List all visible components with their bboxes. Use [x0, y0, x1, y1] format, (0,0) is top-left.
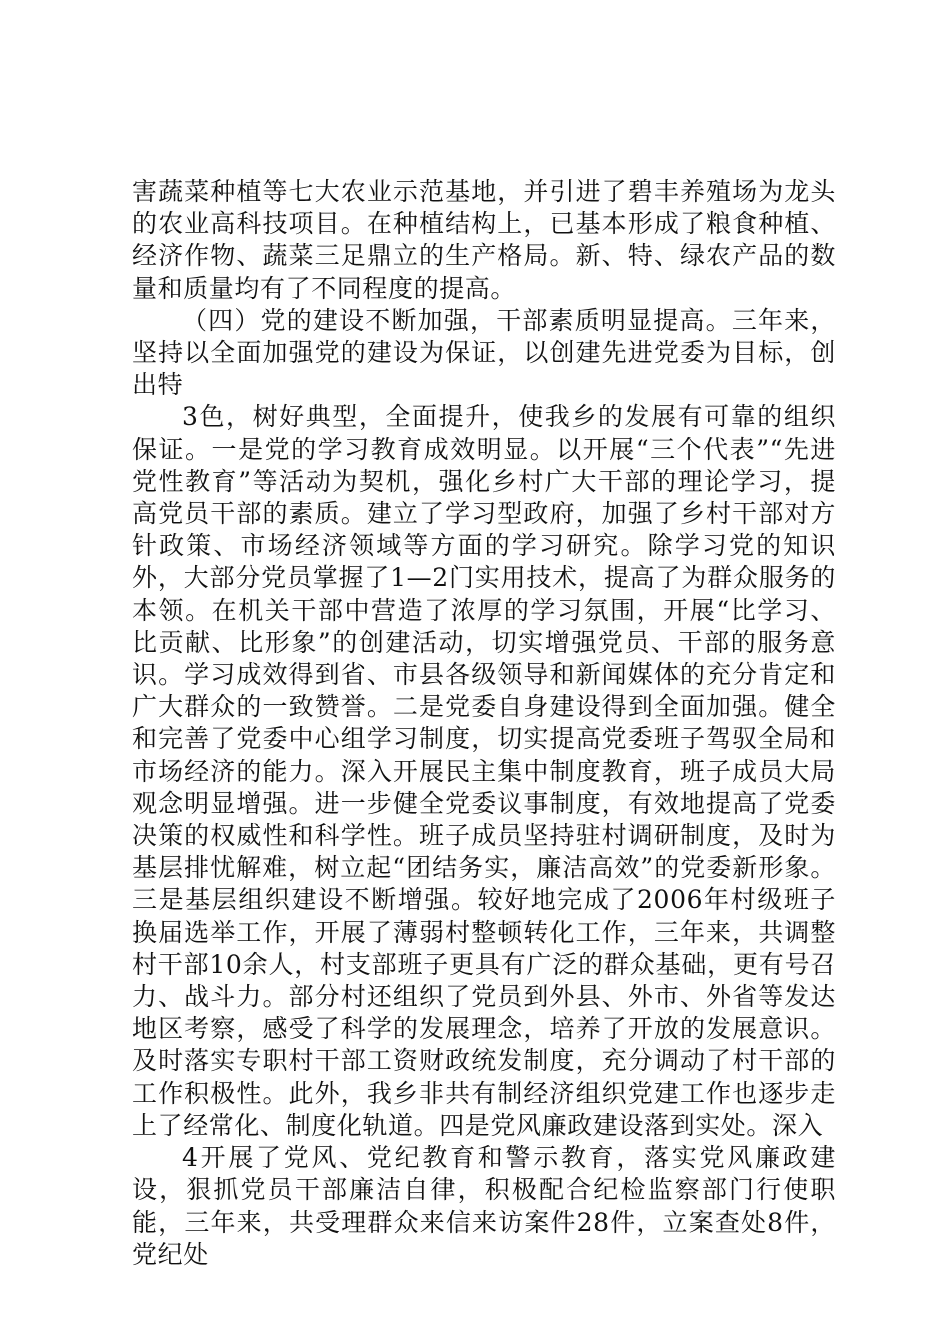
- paragraph-3: 3色，树好典型，全面提升，使我乡的发展有可靠的组织保证。一是党的学习教育成效明显。以开展“三个代表”“先进党性教育”等活动为契机，强化乡村广大干部的理论学习，提高党员干部的素质。建立了学习型政府，加强了乡村干部对方针政策、市场经济领域等方面的学习研究。除学习党的知识外，大部分党员掌握了1—2门实用技术，提高了为群众服务的本领。在机关干部中营造了浓厚的学习氛围，开展“比学习、比贡献、比形象”的创建活动，切实增强党员、干部的服务意识。学习成效得到省、市县各级领导和新闻媒体的充分肯定和广大群众的一致赞誉。二是党委自身建设得到全面加强。健全和完善了党委中心组学习制度，切实提高党委班子驾驭全局和市场经济的能力。深入开展民主集中制度教育，班子成员大局观念明显增强。进一步健全党委议事制度，有效地提高了党委决策的权威性和科学性。班子成员坚持驻村调研制度，及时为基层排忧解难，树立起“团结务实，廉洁高效”的党委新形象。三是基层组织建设不断增强。较好地完成了2006年村级班子换届选举工作，开展了薄弱村整顿转化工作，三年来，共调整村干部10余人，村支部班子更具有广泛的群众基础，更有号召力、战斗力。部分村还组织了党员到外县、外市、外省等发达地区考察，感受了科学的发展理念，培养了开放的发展意识。及时落实专职村干部工资财政统发制度，充分调动了村干部的工作积极性。此外，我乡非共有制经济组织党建工作也逐步走上了经常化、制度化轨道。四是党风廉政建设落到实处。深入: [132, 402, 836, 1140]
- document-body: [132, 176, 836, 1271]
- paragraph-1: 害蔬菜种植等七大农业示范基地，并引进了碧丰养殖场为龙头的农业高科技项目。在种植结构上，已基本形成了粮食种植、经济作物、蔬菜三足鼎立的生产格局。新、特、绿农产品的数量和质量均有了不同程度的提高。: [132, 177, 836, 303]
- paragraph-4: 4开展了党风、党纪教育和警示教育，落实党风廉政建设，狠抓党员干部廉洁自律，积极配合纪检监察部门行使职能，三年来，共受理群众来信来访案件28件，立案查处8件，党纪处: [132, 1143, 836, 1269]
- paragraph-2: （四）党的建设不断加强，干部素质明显提高。三年来，坚持以全面加强党的建设为保证，以创建先进党委为目标，创出特: [132, 305, 836, 400]
